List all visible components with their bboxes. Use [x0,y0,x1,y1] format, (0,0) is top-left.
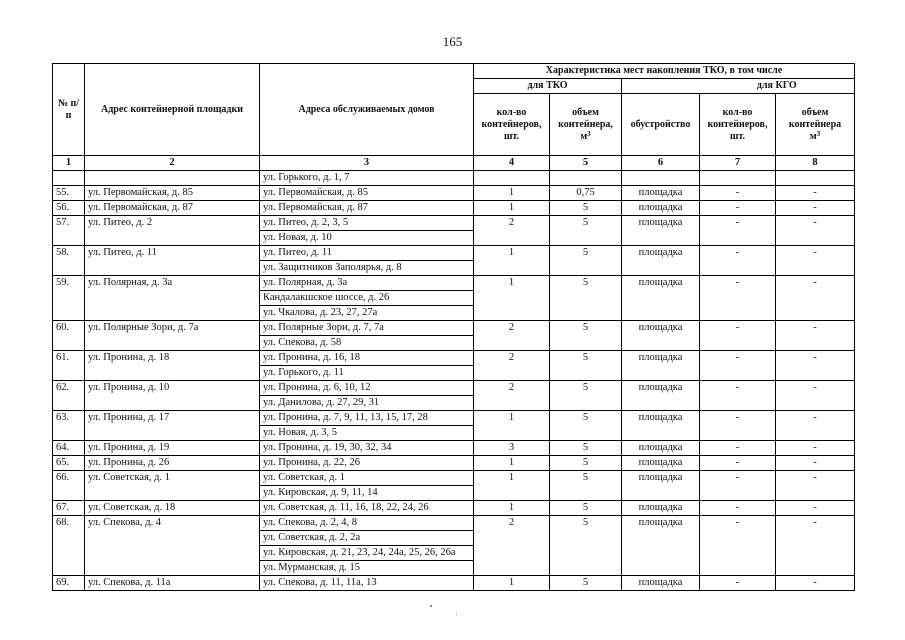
header-served-houses: Адреса обслуживаемых домов [260,64,474,156]
tko-volume: 5 [550,216,622,246]
kgo-count: - [700,516,776,576]
served-house: ул. Полярные Зори, д. 7, 7а [260,321,474,336]
arrangement: площадка [622,381,700,411]
site-address: ул. Пронина, д. 17 [85,411,260,441]
kgo-count: - [700,351,776,381]
table-row [53,186,855,201]
served-house: ул. Спекова, д. 58 [260,336,474,351]
arrangement: площадка [622,216,700,246]
kgo-count: - [700,471,776,501]
table-body [53,171,855,591]
tko-count: 2 [474,516,550,576]
header-arrangement: обустройство [622,94,700,156]
table-row [53,321,855,336]
tko-volume: 5 [550,441,622,456]
kgo-count: - [700,576,776,591]
tko-volume: 5 [550,471,622,501]
tko-volume: 5 [550,456,622,471]
kgo-volume: - [776,576,855,591]
served-house: ул. Чкалова, д. 23, 27, 27а [260,306,474,321]
served-house: ул. Питео, д. 2, 3, 5 [260,216,474,231]
tko-count: 3 [474,441,550,456]
kgo-count: - [700,411,776,441]
tko-volume: 5 [550,246,622,276]
row-number: 67. [53,501,85,516]
continuation-line: ул. Горького, д. 1, 7 [260,171,474,186]
table-row [53,411,855,426]
site-address: ул. Полярная, д. 3а [85,276,260,321]
table-row [53,201,855,216]
arrangement: площадка [622,516,700,576]
site-address: ул. Советская, д. 18 [85,501,260,516]
header-kgo-volume: объем контейнера $м^3$ [776,94,855,156]
site-address: ул. Спекова, д. 11а [85,576,260,591]
tko-count: 2 [474,351,550,381]
served-house: ул. Полярная, д. 3а [260,276,474,291]
served-house: ул. Горького, д. 11 [260,366,474,381]
header-kgo-count: кол-во контейнеров, шт. [700,94,776,156]
scan-speck [430,605,432,607]
kgo-count: - [700,501,776,516]
table-row [53,501,855,516]
table-row [53,471,855,486]
header-group-title: Характеристика мест накопления ТКО, в том числе [474,64,855,79]
kgo-count: - [700,276,776,321]
arrangement: площадка [622,441,700,456]
served-house: ул. Спекова, д. 11, 11а, 13 [260,576,474,591]
table-row [53,456,855,471]
tko-count: 1 [474,186,550,201]
row-number: 66. [53,471,85,501]
tko-volume: 0,75 [550,186,622,201]
served-house: ул. Данилова, д. 27, 29, 31 [260,396,474,411]
site-address: ул. Питео, д. 11 [85,246,260,276]
tko-count: 2 [474,381,550,411]
kgo-count: - [700,456,776,471]
served-house: ул. Первомайская, д. 87 [260,201,474,216]
served-house: ул. Советская, д. 1 [260,471,474,486]
row-number: 58. [53,246,85,276]
kgo-count: - [700,186,776,201]
kgo-volume: - [776,201,855,216]
table-row [53,216,855,231]
served-house: ул. Новая, д. 10 [260,231,474,246]
site-address: ул. Пронина, д. 26 [85,456,260,471]
tko-count: 1 [474,576,550,591]
row-number: 65. [53,456,85,471]
kgo-volume: - [776,321,855,351]
tko-volume: 5 [550,381,622,411]
header-group-kgo: для КГО [700,79,855,94]
kgo-volume: - [776,351,855,381]
kgo-volume: - [776,456,855,471]
arrangement: площадка [622,456,700,471]
site-address: ул. Пронина, д. 18 [85,351,260,381]
served-house: ул. Советская, д. 2, 2а [260,531,474,546]
row-number: 60. [53,321,85,351]
header-address: Адрес контейнерной площадки [85,64,260,156]
kgo-volume: - [776,246,855,276]
row-number: 64. [53,441,85,456]
served-house: ул. Пронина, д. 22, 26 [260,456,474,471]
kgo-volume: - [776,186,855,201]
site-address: ул. Первомайская, д. 85 [85,186,260,201]
tko-volume: 5 [550,201,622,216]
served-house: ул. Первомайская, д. 85 [260,186,474,201]
table-row [53,276,855,291]
row-number: 63. [53,411,85,441]
row-number: 55. [53,186,85,201]
tko-count: 1 [474,201,550,216]
arrangement: площадка [622,186,700,201]
tko-volume: 5 [550,516,622,576]
table-row [53,351,855,366]
kgo-volume: - [776,441,855,456]
tko-count: 2 [474,216,550,246]
header-group-tko: для ТКО [474,79,622,94]
arrangement: площадка [622,276,700,321]
table-row [53,516,855,531]
table-row [53,576,855,591]
served-house: ул. Советская, д. 11, 16, 18, 22, 24, 26 [260,501,474,516]
kgo-volume: - [776,381,855,411]
served-house: ул. Новая, д. 3, 5 [260,426,474,441]
kgo-count: - [700,441,776,456]
table-row [53,441,855,456]
site-address: ул. Пронина, д. 10 [85,381,260,411]
tko-count: 1 [474,456,550,471]
header-num: № п/п [53,64,85,156]
tko-count: 1 [474,276,550,321]
served-house: ул. Пронина, д. 6, 10, 12 [260,381,474,396]
kgo-volume: - [776,411,855,441]
tko-count: 2 [474,321,550,351]
arrangement: площадка [622,201,700,216]
arrangement: площадка [622,576,700,591]
row-number: 56. [53,201,85,216]
site-address: ул. Советская, д. 1 [85,471,260,501]
tko-count: 1 [474,411,550,441]
tko-volume: 5 [550,351,622,381]
site-address: ул. Спекова, д. 4 [85,516,260,576]
row-number: 59. [53,276,85,321]
served-house: Кандалакшское шоссе, д. 26 [260,291,474,306]
served-house: ул. Кировская, д. 9, 11, 14 [260,486,474,501]
header-tko-volume: объем контейнера, $м^3$ [550,94,622,156]
arrangement: площадка [622,411,700,441]
site-address: ул. Полярные Зори, д. 7а [85,321,260,351]
tko-volume: 5 [550,576,622,591]
kgo-count: - [700,246,776,276]
column-number-row: 1 2 3 4 5 6 7 8 [53,156,855,171]
kgo-volume: - [776,501,855,516]
served-house: ул. Защитников Заполярья, д. 8 [260,261,474,276]
served-house: ул. Кировская, д. 21, 23, 24, 24а, 25, 26, 26а [260,546,474,561]
served-house: ул. Пронина, д. 7, 9, 11, 13, 15, 17, 28 [260,411,474,426]
arrangement: площадка [622,351,700,381]
scan-speck [456,614,457,615]
continuation-row [53,171,855,186]
kgo-volume: - [776,276,855,321]
kgo-volume: - [776,216,855,246]
tko-count: 1 [474,501,550,516]
served-house: ул. Спекова, д. 2, 4, 8 [260,516,474,531]
served-house: ул. Пронина, д. 19, 30, 32, 34 [260,441,474,456]
arrangement: площадка [622,246,700,276]
site-address: ул. Питео, д. 2 [85,216,260,246]
row-number: 69. [53,576,85,591]
row-number: 62. [53,381,85,411]
row-number: 57. [53,216,85,246]
site-address: ул. Первомайская, д. 87 [85,201,260,216]
kgo-count: - [700,321,776,351]
header-tko-count: кол-во контейнеров, шт. [474,94,550,156]
kgo-count: - [700,381,776,411]
served-house: ул. Мурманская, д. 15 [260,561,474,576]
arrangement: площадка [622,321,700,351]
arrangement: площадка [622,501,700,516]
table-row [53,246,855,261]
page-number: 165 [442,34,463,49]
site-address: ул. Пронина, д. 19 [85,441,260,456]
table-row [53,381,855,396]
row-number: 61. [53,351,85,381]
served-house: ул. Питео, д. 11 [260,246,474,261]
kgo-volume: - [776,471,855,501]
kgo-volume: - [776,516,855,576]
container-sites-table [52,63,855,591]
tko-count: 1 [474,471,550,501]
tko-volume: 5 [550,501,622,516]
tko-volume: 5 [550,411,622,441]
arrangement: площадка [622,471,700,501]
served-house: ул. Пронина, д. 16, 18 [260,351,474,366]
kgo-count: - [700,201,776,216]
row-number: 68. [53,516,85,576]
kgo-count: - [700,216,776,246]
tko-volume: 5 [550,276,622,321]
tko-count: 1 [474,246,550,276]
tko-volume: 5 [550,321,622,351]
